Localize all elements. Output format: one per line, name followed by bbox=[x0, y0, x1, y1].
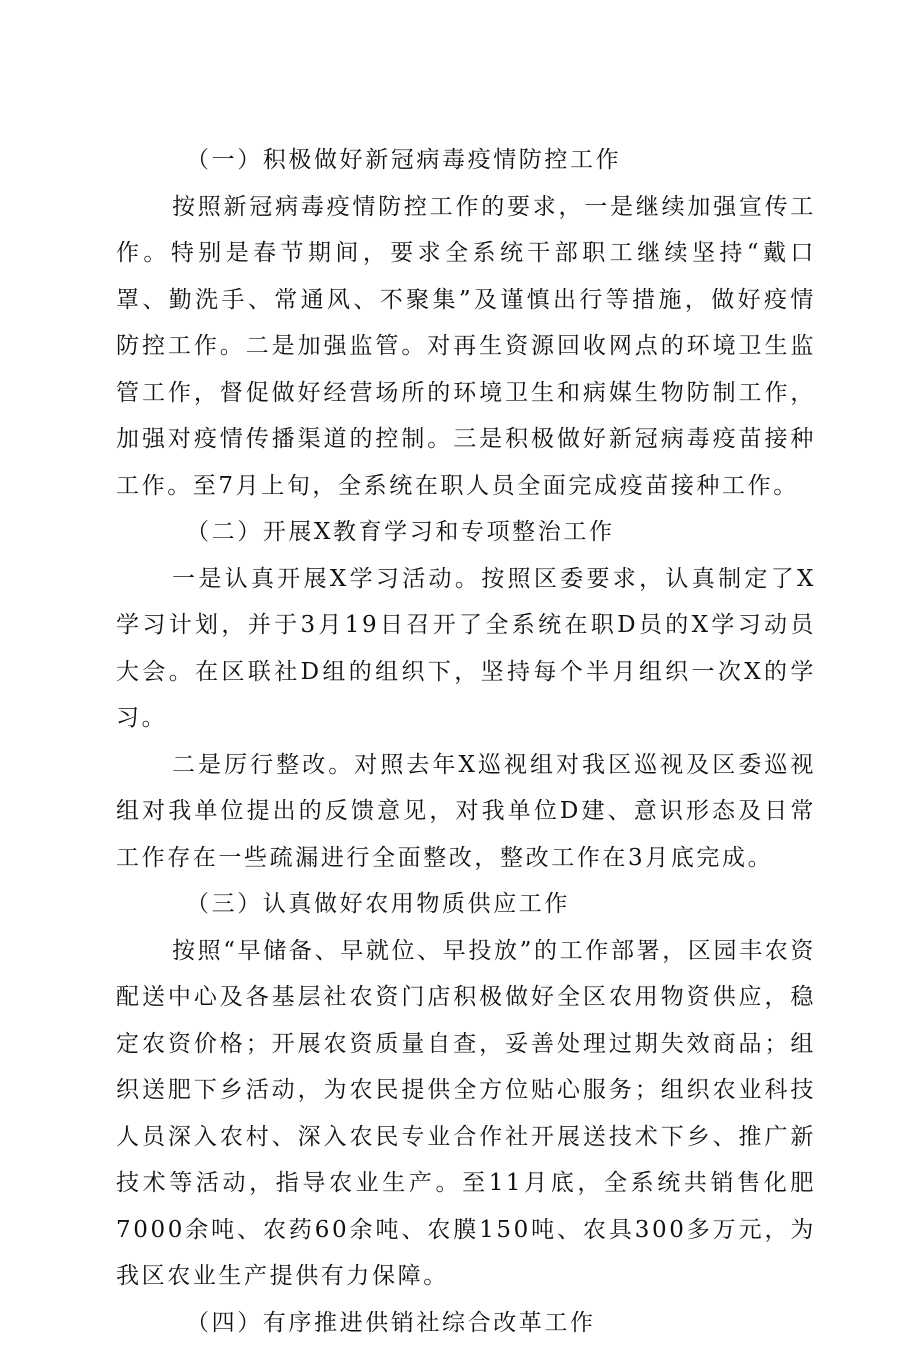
section-heading-3: （三）认真做好农用物质供应工作 bbox=[116, 881, 816, 928]
section-heading-1: （一）积极做好新冠病毒疫情防控工作 bbox=[116, 137, 816, 184]
section-2-paragraph-2: 二是厉行整改。对照去年X巡视组对我区巡视及区委巡视组对我单位提出的反馈意见，对我单位D建、意识形态及日常工作存在一些疏漏进行全面整改，整改工作在3月底完成。 bbox=[116, 742, 816, 882]
section-2-paragraph-1: 一是认真开展X学习活动。按照区委要求，认真制定了X学习计划，并于3月19日召开了全系统在职D员的X学习动员大会。在区联社D组的组织下，坚持每个半月组织一次X的学习。 bbox=[116, 556, 816, 742]
section-1-paragraph-1: 按照新冠病毒疫情防控工作的要求，一是继续加强宣传工作。特别是春节期间，要求全系统干部职工继续坚持“戴口罩、勤洗手、常通风、不聚集”及谨慎出行等措施，做好疫情防控工作。二是加强监管。对再生资源回收网点的环境卫生监管工作，督促做好经营场所的环境卫生和病媒生物防制工作，加强对疫情传播渠道的控制。三是积极做好新冠病毒疫苗接种工作。至7月上旬，全系统在职人员全面完成疫苗接种工作。 bbox=[116, 184, 816, 510]
section-3-paragraph-1: 按照“早储备、早就位、早投放”的工作部署，区园丰农资配送中心及各基层社农资门店积极做好全区农用物资供应，稳定农资价格；开展农资质量自查，妥善处理过期失效商品；组织送肥下乡活动，为农民提供全方位贴心服务；组织农业科技人员深入农村、深入农民专业合作社开展送技术下乡、推广新技术等活动，指导农业生产。至11月底，全系统共销售化肥7000余吨、农药60余吨、农膜150吨、农具300多万元，为我区农业生产提供有力保障。 bbox=[116, 928, 816, 1300]
document-body bbox=[116, 137, 816, 1346]
section-heading-4: （四）有序推进供销社综合改革工作 bbox=[116, 1300, 816, 1346]
section-heading-2: （二）开展X教育学习和专项整治工作 bbox=[116, 509, 816, 556]
